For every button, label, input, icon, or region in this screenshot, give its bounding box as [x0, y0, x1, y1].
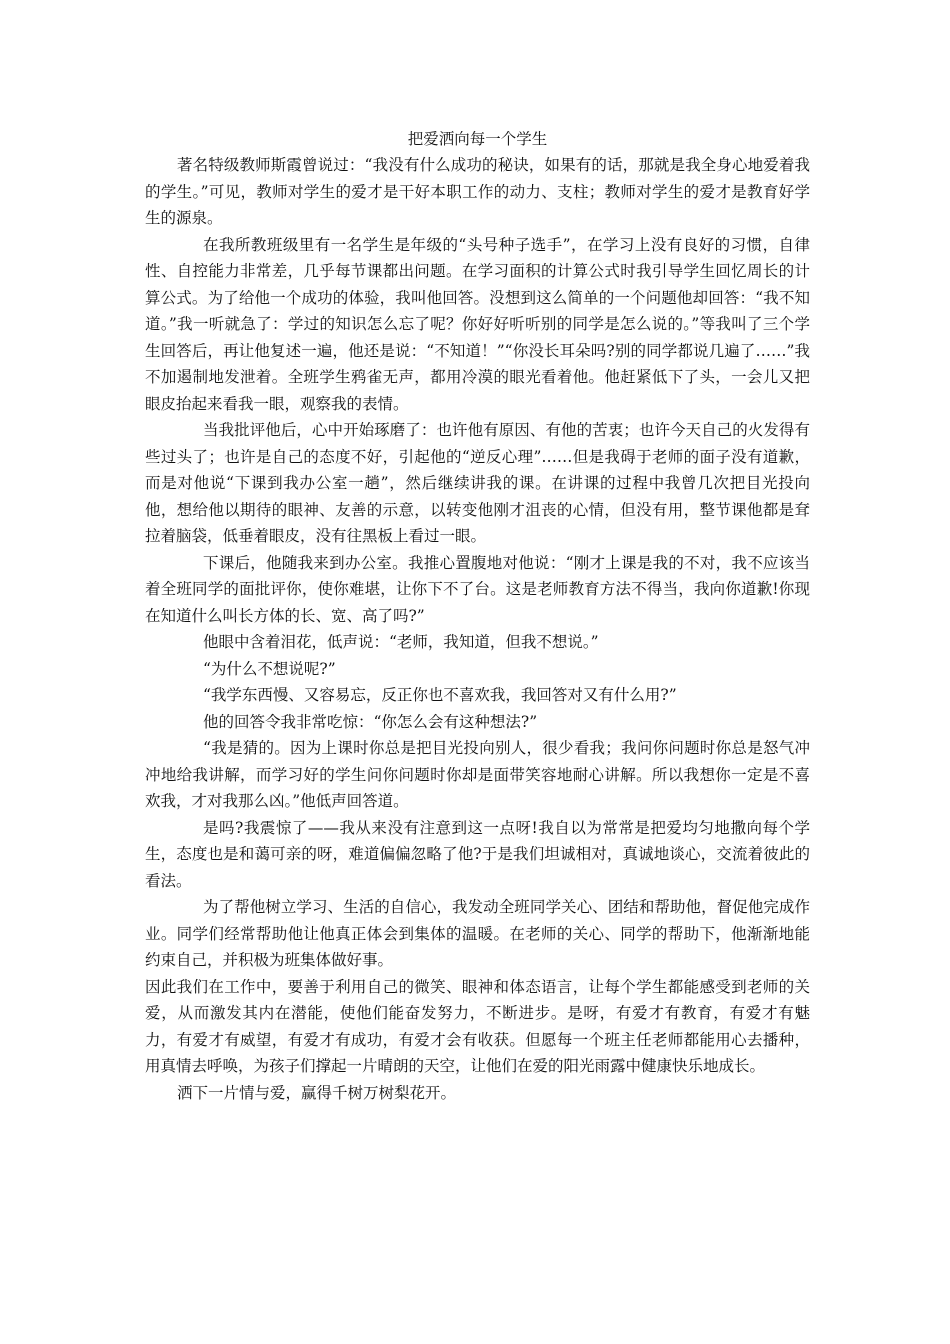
paragraph-13: 洒下一片情与爱，赢得千树万树梨花开。 [177, 1083, 457, 1102]
paragraph-1: 著名特级教师斯霞曾说过：“我没有什么成功的秘诀，如果有的话，那就是我全身心地爱着我的学生。”可见，教师对学生的爱才是干好本职工作的动力、支柱；教师对学生的爱才是教育好学生的源泉。 [145, 156, 810, 227]
paragraph-7: “我学东西慢、又容易忘，反正你也不喜欢我，我回答对又有什么用?” [203, 686, 677, 704]
paragraph-5: 他眼中含着泪花，低声说：“老师，我知道，但我不想说。” [203, 633, 599, 651]
paragraph-10: 是吗?我震惊了——我从来没有注意到这一点呀!我自以为常常是把爱均匀地撒向每个学生，态度也是和蔼可亲的呀，难道偏偏忽略了他?于是我们坦诚相对，真诚地谈心，交流着彼此的看法。 [145, 818, 810, 890]
paragraph-8: 他的回答令我非常吃惊：“你怎么会有这种想法?” [203, 712, 538, 731]
paragraph-11: 为了帮他树立学习、生活的自信心，我发动全班同学关心、团结和帮助他，督促他完成作业。同学们经常帮助他让他真正体会到集体的温暖。在老师的关心、同学的帮助下，他渐渐地能约束自己，并积极为班集体做好事。 [145, 898, 810, 969]
paragraph-9: “我是猜的。因为上课时你总是把目光投向别人，很少看我；我问你问题时你总是怒气冲冲地给我讲解，而学习好的学生问你问题时你却是面带笑容地耐心讲解。所以我想你一定是不喜欢我，才对我那么凶。”他低声回答道。 [145, 739, 810, 810]
document-page [145, 126, 810, 1106]
paragraph-12: 因此我们在工作中，要善于利用自己的微笑、眼神和体态语言，让每个学生都能感受到老师的关爱，从而激发其内在潜能，使他们能奋发努力，不断进步。是呀，有爱才有教育，有爱才有魅力，有爱才有威望，有爱才有成功，有爱才会有收获。但愿每一个班主任老师都能用心去播种，用真情去呼唤，为孩子们撑起一片晴朗的天空，让他们在爱的阳光雨露中健康快乐地成长。 [145, 977, 810, 1075]
document-title: 把爱洒向每一个学生 [407, 130, 548, 148]
paragraph-2: 在我所教班级里有一名学生是年级的“头号种子选手”，在学习上没有良好的习惯，自律性、自控能力非常差，几乎每节课都出问题。在学习面积的计算公式时我引导学生回忆周长的计算公式。为了给他一个成功的体验，我叫他回答。没想到这么简单的一个问题他却回答：“我不知道。”我一听就急了：学过的知识怎么忘了呢？你好好听听别的同学是怎么说的。”等我叫了三个学生回答后，再让他复述一遍，他还是说：“不知道！”“你没长耳朵吗?别的同学都说几遍了……”我不加遏制地发泄着。全班学生鸦雀无声，都用冷漠的眼光看着他。他赶紧低下了头，一会儿又把眼皮抬起来看我一眼，观察我的表情。 [145, 235, 810, 413]
paragraph-6: “为什么不想说呢?” [203, 659, 336, 678]
paragraph-4: 下课后，他随我来到办公室。我推心置腹地对他说：“刚才上课是我的不对，我不应该当着全班同学的面批评你，使你难堪，让你下不了台。这是老师教育方法不得当，我向你道歉!你现在知道什么叫长方体的长、宽、高了吗?” [145, 553, 810, 625]
paragraph-3: 当我批评他后，心中开始琢磨了：也许他有原因、有他的苦衷；也许今天自己的火发得有些过头了；也许是自己的态度不好，引起他的“逆反心理”……但是我碍于老师的面子没有道歉，而是对他说“下课到我办公室一趟”，然后继续讲我的课。在讲课的过程中我曾几次把目光投向他，想给他以期待的眼神、友善的示意，以转变他刚才沮丧的心情，但没有用，整节课他都是耷拉着脑袋，低垂着眼皮，没有往黑板上看过一眼。 [145, 421, 810, 545]
